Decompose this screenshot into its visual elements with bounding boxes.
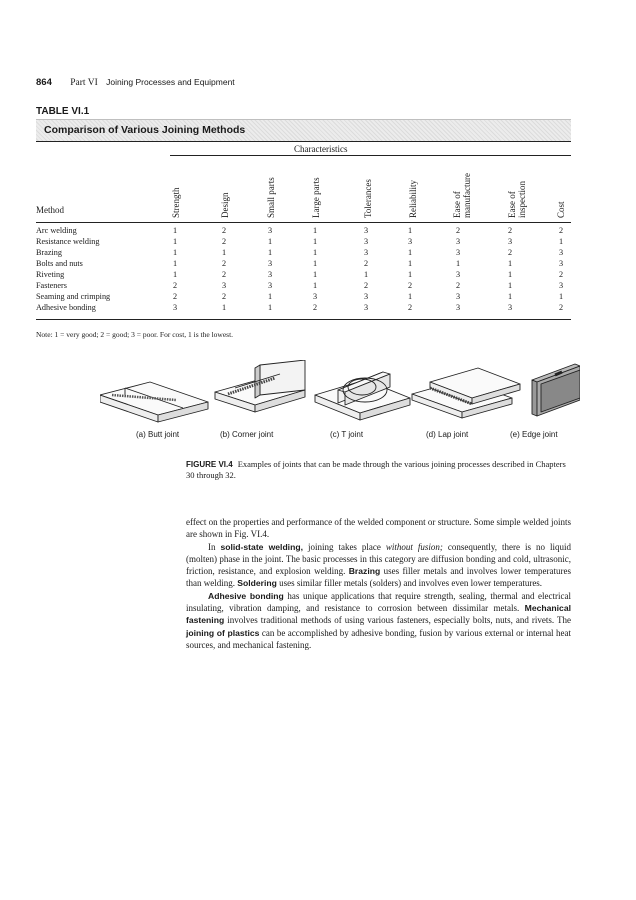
- cell: 2: [363, 281, 369, 290]
- term: Mechanical fastening: [186, 603, 571, 626]
- term: solid-state welding,: [220, 541, 303, 552]
- cell: 3: [558, 259, 564, 268]
- cell: 2: [221, 292, 227, 301]
- method-name: Resistance welding: [36, 237, 100, 246]
- cell: 2: [558, 270, 564, 279]
- cell: 3: [455, 303, 461, 312]
- cell: 1: [407, 248, 413, 257]
- cell: 3: [407, 237, 413, 246]
- table-title: Comparison of Various Joining Methods: [44, 124, 246, 136]
- cell: 1: [312, 226, 318, 235]
- cell: 1: [507, 259, 513, 268]
- cell: 3: [507, 237, 513, 246]
- method-name: Fasteners: [36, 281, 67, 290]
- butt-joint-illustration: [100, 382, 208, 422]
- cell: 2: [221, 270, 227, 279]
- paragraph: Adhesive bonding has unique applications that require strength, sealing, thermal and electrical insulating, vibration damping, and resistance to corrosion between dissimilar metals. Mechanical fastening involves traditional methods of using various fasteners, especially bolts, nuts, and rivets. The joining of plastics can be accomplished by adhesive bonding, fusion by various external or internal heat sources, and mechanical fastening.: [186, 590, 572, 650]
- lap-joint-illustration: [412, 368, 520, 418]
- cell: 3: [172, 303, 178, 312]
- cell: 1: [312, 259, 318, 268]
- cell: 3: [558, 248, 564, 257]
- cell: 2: [407, 281, 413, 290]
- joint-figure: [100, 360, 580, 430]
- cell: 1: [172, 237, 178, 246]
- t-joint-illustration: [315, 372, 410, 420]
- cell: 3: [455, 270, 461, 279]
- table-top-rule: [36, 141, 571, 142]
- header-bottom-rule: [36, 222, 571, 223]
- section-title: Joining Processes and Equipment: [106, 77, 235, 87]
- characteristics-rule: [170, 155, 571, 156]
- cell: 1: [172, 270, 178, 279]
- cell: 1: [407, 226, 413, 235]
- method-name: Adhesive bonding: [36, 303, 96, 312]
- method-name: Riveting: [36, 270, 65, 279]
- column-header: Ease of inspection: [507, 181, 527, 218]
- paragraph: effect on the properties and performance of the welded component or structure. Some simple welded joints are shown in Fig. VI.4.: [186, 517, 571, 540]
- table-row: [36, 248, 571, 259]
- cell: 1: [407, 259, 413, 268]
- table-title-bar: [36, 119, 571, 142]
- cell: 3: [267, 226, 273, 235]
- cell: 3: [455, 292, 461, 301]
- paragraph: In solid-state welding, joining takes place without fusion; consequently, there is no liquid (molten) phase in the joint. The basic processes in this category are diffusion bonding and cold, ultrasonic, friction, resistance, and explosion welding. Brazing uses filler metals and involves lower temperatures than welding. Soldering uses similar filler metals (solders) and involves even lower temperatures.: [186, 541, 571, 589]
- cell: 3: [267, 281, 273, 290]
- cell: 2: [172, 292, 178, 301]
- cell: 1: [312, 270, 318, 279]
- column-header: Tolerances: [363, 179, 373, 218]
- method-name: Seaming and crimping: [36, 292, 111, 301]
- running-head: [36, 77, 235, 88]
- cell: 1: [267, 292, 273, 301]
- method-name: Arc welding: [36, 226, 77, 235]
- cell: 1: [407, 292, 413, 301]
- cell: 2: [507, 226, 513, 235]
- cell: 1: [267, 303, 273, 312]
- method-heading: Method: [36, 205, 64, 215]
- corner-joint-illustration: [215, 360, 305, 412]
- characteristics-heading: Characteristics: [294, 144, 348, 154]
- cell: 1: [507, 270, 513, 279]
- cell: 2: [558, 303, 564, 312]
- cell: 3: [221, 281, 227, 290]
- cell: 1: [172, 248, 178, 257]
- cell: 1: [312, 237, 318, 246]
- column-header: Ease of manufacture: [452, 173, 472, 218]
- body-text: [186, 516, 571, 651]
- cell: 1: [221, 248, 227, 257]
- cell: 3: [363, 248, 369, 257]
- cell: 3: [455, 237, 461, 246]
- cell: 3: [312, 292, 318, 301]
- term: joining of plastics: [186, 627, 260, 638]
- cell: 3: [363, 303, 369, 312]
- table-row: [36, 237, 571, 248]
- cell: 2: [407, 303, 413, 312]
- term: Adhesive bonding: [208, 590, 284, 601]
- cell: 1: [363, 270, 369, 279]
- cell: 3: [363, 292, 369, 301]
- cell: 2: [221, 226, 227, 235]
- part-label: Part VI: [70, 78, 98, 88]
- figure-caption: [186, 459, 576, 481]
- table-bottom-rule: [36, 319, 571, 320]
- caption-butt-joint: (a) Butt joint: [136, 430, 180, 439]
- caption-edge-joint: (e) Edge joint: [510, 430, 558, 439]
- column-header: Design: [220, 192, 230, 218]
- cell: 1: [267, 237, 273, 246]
- caption-lap-joint: (d) Lap joint: [426, 430, 469, 439]
- table-row: [36, 281, 571, 292]
- cell: 1: [507, 281, 513, 290]
- cell: 1: [312, 281, 318, 290]
- cell: 1: [172, 259, 178, 268]
- cell: 2: [455, 281, 461, 290]
- table-row: [36, 259, 571, 270]
- term: Brazing: [348, 566, 381, 577]
- table-row: [36, 226, 571, 237]
- term: Soldering: [237, 578, 277, 589]
- column-header: Cost: [556, 201, 566, 218]
- cell: 2: [172, 281, 178, 290]
- caption-t-joint: (c) T joint: [330, 430, 364, 439]
- cell: 1: [455, 259, 461, 268]
- method-name: Brazing: [36, 248, 62, 257]
- cell: 3: [363, 226, 369, 235]
- cell: 1: [312, 248, 318, 257]
- edge-joint-illustration: [532, 364, 580, 416]
- emphasis: without fusion;: [385, 541, 443, 552]
- figure-caption-text: Examples of joints that can be made through the various joining processes described in Chapters 30 through 32.: [186, 459, 566, 480]
- cell: 3: [267, 259, 273, 268]
- cell: 1: [172, 226, 178, 235]
- cell: 1: [507, 292, 513, 301]
- page-number: 864: [36, 77, 52, 88]
- table-row: [36, 270, 571, 281]
- cell: 3: [507, 303, 513, 312]
- cell: 2: [221, 237, 227, 246]
- caption-corner-joint: (b) Corner joint: [220, 430, 274, 439]
- cell: 1: [558, 237, 564, 246]
- cell: 3: [363, 237, 369, 246]
- column-header: Reliability: [408, 180, 418, 218]
- table-row: [36, 303, 571, 314]
- cell: 2: [221, 259, 227, 268]
- table-row: [36, 292, 571, 303]
- column-header: Small parts: [266, 177, 276, 218]
- cell: 1: [221, 303, 227, 312]
- cell: 3: [455, 248, 461, 257]
- method-name: Bolts and nuts: [36, 259, 83, 268]
- cell: 2: [558, 226, 564, 235]
- cell: 2: [363, 259, 369, 268]
- figure-label: FIGURE VI.4: [186, 460, 233, 469]
- column-header: Strength: [171, 187, 181, 218]
- cell: 1: [558, 292, 564, 301]
- table-note: Note: 1 = very good; 2 = good; 3 = poor. For cost, 1 is the lowest.: [36, 330, 234, 339]
- cell: 2: [507, 248, 513, 257]
- cell: 3: [267, 270, 273, 279]
- cell: 2: [312, 303, 318, 312]
- column-header: Large parts: [311, 177, 321, 218]
- table-label: TABLE VI.1: [36, 106, 90, 117]
- cell: 1: [407, 270, 413, 279]
- cell: 2: [455, 226, 461, 235]
- cell: 1: [267, 248, 273, 257]
- cell: 3: [558, 281, 564, 290]
